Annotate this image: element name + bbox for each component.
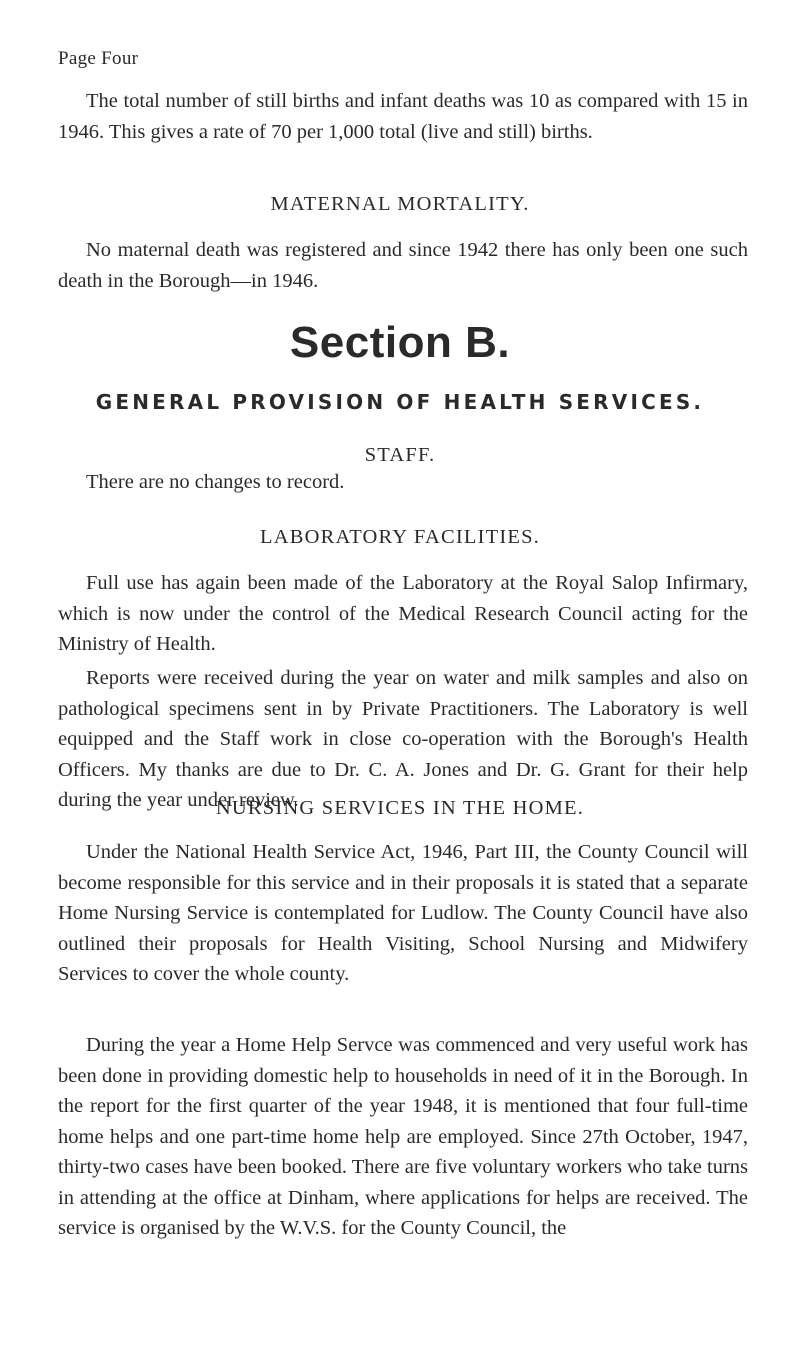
nursing-paragraph-1: Under the National Health Service Act, 1946, Part III, the County Council will become responsible for this service and in their proposals it is stated that a separate Home Nursing Service is contemplated for Ludlow. The County Council have also outlined their proposals for Health Visiting, School Nursing and Midwifery Services to cover the whole county. xyxy=(58,841,748,985)
staff-paragraph: There are no changes to record. xyxy=(86,471,345,493)
section-subtitle: GENERAL PROVISION OF HEALTH SERVICES. xyxy=(95,390,705,414)
laboratory-paragraph-2: Reports were received during the year on water and milk samples and also on pathological specimens sent in by Private Practitioners. The Laboratory is well equipped and the Staff work in close co-operation with the Borough's Health Officers. My thanks are due to Dr. C. A. Jones and Dr. G. Grant for their help during the year under review. xyxy=(58,667,748,811)
maternal-mortality-paragraph: No maternal death was registered and since 1942 there has only been one such death in the Borough—in 1946. xyxy=(58,239,748,292)
nursing-paragraph-2: During the year a Home Help Servce was commenced and very useful work has been done in providing domestic help to households in need of it in the Borough. In the report for the first quarter of the year 1948, it is mentioned that four full-time home helps and one part-time home help are employed. Since 27th October, 1947, thirty-two cases have been booked. There are five voluntary workers who take turns in attending at the office at Dinham, where applications for helps are received. The service is organised by the W.V.S. for the County Council, the xyxy=(58,1034,748,1239)
laboratory-paragraph-1: Full use has again been made of the Laboratory at the Royal Salop Infirmary, which is now under the control of the Medical Research Council acting for the Ministry of Health. xyxy=(58,572,748,655)
maternal-mortality-heading: MATERNAL MORTALITY. xyxy=(270,193,530,215)
deaths-paragraph: The total number of still births and infant deaths was 10 as compared with 15 in 1946. This gives a rate of 70 per 1,000 total (live and still) births. xyxy=(58,90,748,143)
laboratory-heading: LABORATORY FACILITIES. xyxy=(259,526,540,548)
staff-heading: STAFF. xyxy=(364,444,436,466)
page-header: Page Four xyxy=(58,48,139,69)
section-title: Section B. xyxy=(289,318,511,367)
nursing-heading: NURSING SERVICES IN THE HOME. xyxy=(215,797,585,819)
